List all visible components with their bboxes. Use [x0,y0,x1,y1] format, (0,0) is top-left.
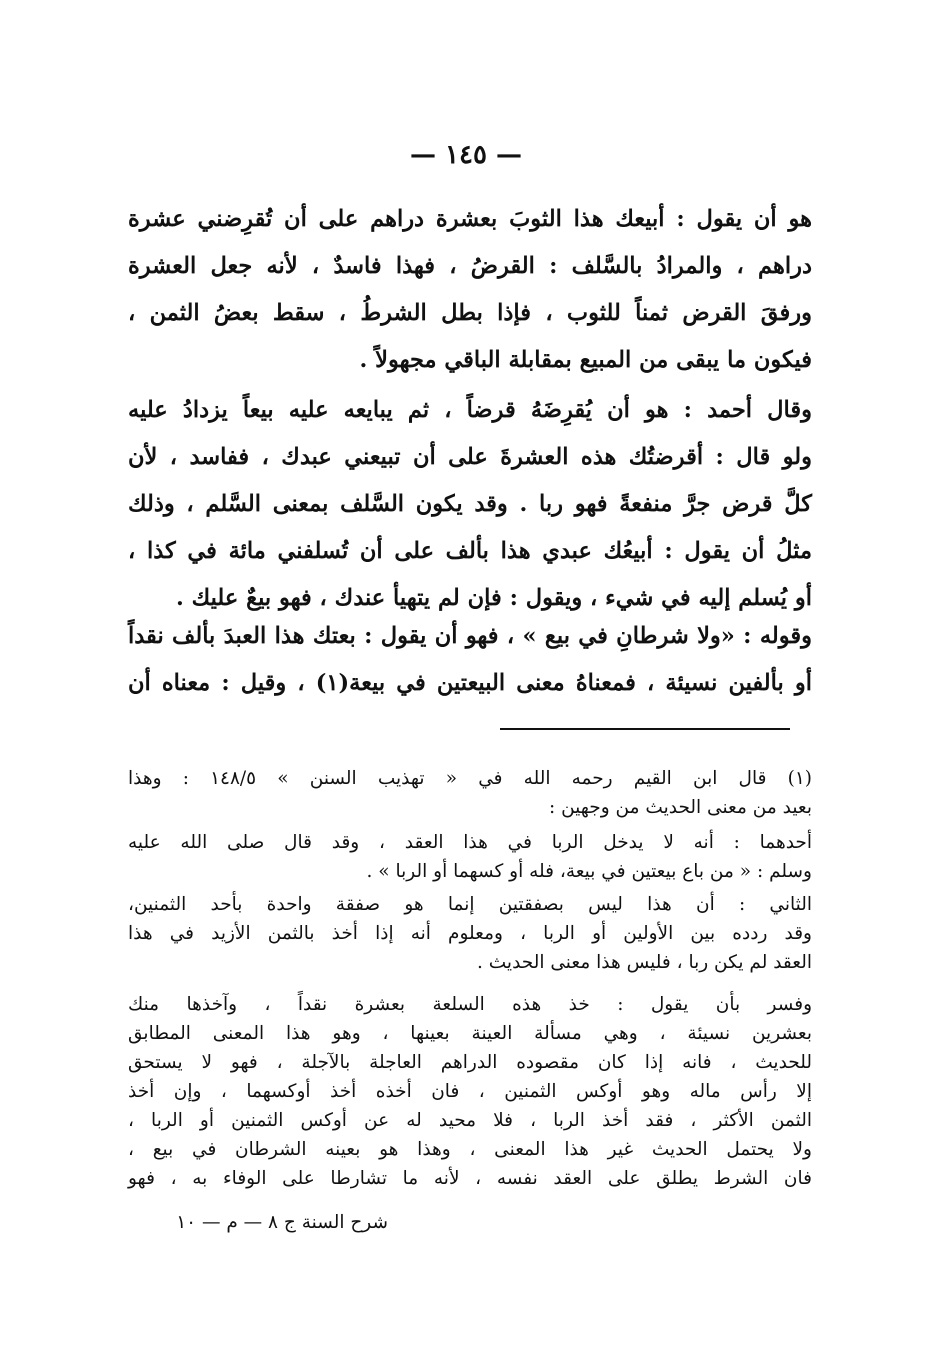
footnote-1 [128,764,812,822]
footnote-line: فان الشرط يطلق على العقد نفسه ، لأنه ما تشارطا على الوفاء به ، فهو [128,1168,812,1189]
footnote-line: ولا يحتمل الحديث غير هذا المعنى ، وهذا هو بعينه الشرطان في بيع ، [128,1139,812,1160]
text-line: هو أن يقول : أبيعك هذا الثوبَ بعشرة دراهم على أن تُقرِضني عشرة [128,206,812,232]
text-line: وقوله : «ولا شرطانِ في بيع » ، فهو أن يقول : بعتك هذا العبدَ بألف نقداً [128,623,812,649]
footnote-line: وقد ردده بين الأولين أو الربا ، ومعلوم أنه إذا أخذ بالثمن الأزيد في هذا [128,923,812,944]
paragraph-3 [128,613,812,707]
text-line: ورفقَ القرض ثمناً للثوب ، فإذا بطل الشرطُ ، سقط بعضُ الثمن ، [128,300,812,326]
footnote-line: وسلم : « من باع بيعتين في بيعة، فله أو كسهما أو الربا » . [366,861,812,882]
paragraph-1 [128,196,812,384]
text-line: أو بألفين نسيئة ، فمعناهُ معنى البيعتين في بيعة(١) ، وقيل : معناه أن [128,670,812,696]
paragraph-2 [128,387,812,622]
footnote-explanation [128,990,812,1193]
page-number: — ١٤٥ — [409,140,523,170]
footnote-line: الثمن الأكثر ، فقد أخذ الربا ، فلا محيد له عن أوكس الثمنين أو الربا ، [128,1110,812,1131]
footnote-line: أحدهما : أنه لا يدخل الربا في هذا العقد ، وقد قال صلى الله عليه [128,832,812,853]
footnote-line: إلا رأس ماله وهو أوكس الثمنين ، فان أخذه أخذ أوكسهما ، وإن أخذ [128,1081,812,1102]
footnote-line: الثاني : أن هذا ليس بصفقتين إنما هو صفقة واحدة بأحد الثمنين، [128,894,812,915]
footnote-first-point [128,828,812,886]
text-line: أو يُسلم إليه في شيء ، ويقول : فإن لم يتهيأ عندك ، فهو بيعٌ عليك . [175,585,812,611]
text-line: كلَّ قرض جرَّ منفعةً فهو ربا . وقد يكون السَّلف بمعنى السَّلم ، وذلك [128,491,812,517]
footnote-line: بعشرين نسيئة ، وهي مسألة العينة بعينها ، وهو هذا المعنى المطابق [128,1023,812,1044]
footnote-line: للحديث ، فانه إذا كان مقصوده الدراهم العاجلة بالآجلة ، فهو لا يستحق [128,1052,812,1073]
footnote-line: (١) قال ابن القيم رحمه الله في « تهذيب السنن » ١٤٨/٥ : وهذا [128,768,812,789]
text-line: ولو قال : أقرضتُك هذه العشرةَ على أن تبيعني عبدك ، ففاسد ، لأن [128,444,812,470]
signature-mark: شرح السنة ج ٨ — م — ١٠ [176,1212,388,1233]
text-line: مثلُ أن يقول : أبيعُك عبدي هذا بألف على أن تُسلفني مائة في كذا ، [128,538,812,564]
text-line: فيكون ما يبقى من المبيع بمقابلة الباقي مجهولاً . [359,347,812,373]
text-line: دراهم ، والمرادُ بالسَّلف : القرضُ ، فهذا فاسدٌ ، لأنه جعل العشرة [128,253,812,279]
footnote-line: وفسر بأن يقول : خذ هذه السلعة بعشرة نقداً ، وآخذها منك [128,994,812,1015]
footnote-line: بعيد من معنى الحديث من وجهين : [548,797,812,818]
footnote-divider [500,728,790,730]
text-line: وقال أحمد : هو أن يُقرِضَهُ قرضاً ، ثم يبايعه عليه بيعاً يزدادُ عليه [128,397,812,423]
footnote-line: العقد لم يكن ربا ، فليس هذا معنى الحديث . [477,952,812,973]
footnote-second-point [128,890,812,977]
